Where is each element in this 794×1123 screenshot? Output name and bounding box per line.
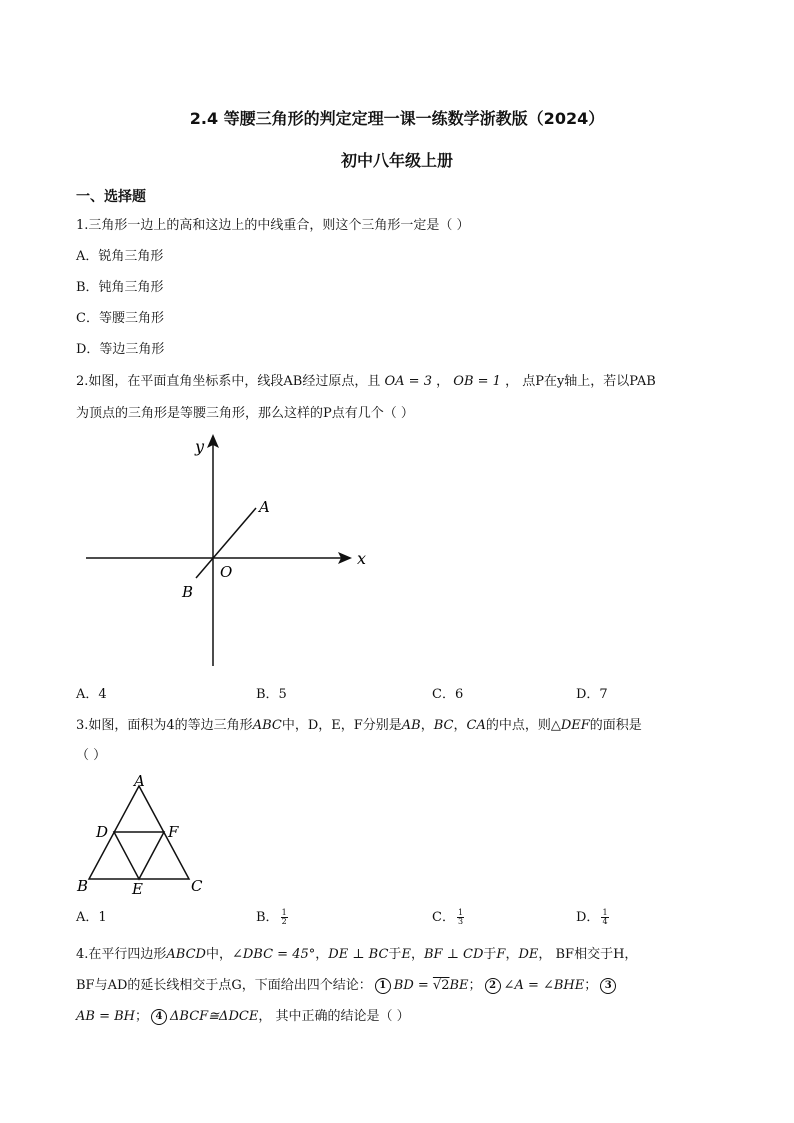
fraction-denominator: 3 xyxy=(457,917,464,926)
q4-math-de-perp: DE ⊥ BC xyxy=(328,947,389,962)
fraction-denominator: 2 xyxy=(281,917,287,926)
q3-option-b-fraction xyxy=(281,909,288,926)
q1-option-d: D．等边三角形 xyxy=(76,342,165,357)
q4-text-4: 于 xyxy=(388,947,402,962)
q1-stem: 1.三角形一边上的高和这边上的中线重合，则这个三角形一定是（ ） xyxy=(76,218,470,233)
label-c: C xyxy=(191,877,203,895)
q4-text-7: ， xyxy=(505,947,519,962)
q4-math-bf-perp: BF ⊥ CD xyxy=(423,947,484,962)
q4-stem-line2 xyxy=(76,977,619,995)
q4-math-abcd: ABCD xyxy=(166,947,206,962)
label-a: A xyxy=(134,772,145,790)
fraction-numerator: 1 xyxy=(281,908,287,917)
conclusion-4-marker: 4 xyxy=(151,1009,167,1025)
q4-line2-text: BF与AD的延长线相交于点G，下面给出四个结论： xyxy=(76,978,372,993)
q4-math-angle: ∠DBC = 45° xyxy=(231,947,316,962)
semicolon-3: ； xyxy=(135,1009,149,1024)
q3-option-a xyxy=(76,909,107,927)
q3-stem-text-3: 的中点，则 xyxy=(485,718,551,733)
q3-option-b xyxy=(256,909,288,927)
label-f: F xyxy=(168,823,179,841)
conclusion-1-a: BD = xyxy=(393,978,433,993)
q3-option-c-fraction xyxy=(457,909,464,926)
q3-stem-text-4: 的面积是 xyxy=(589,718,642,733)
label-y: y xyxy=(195,437,205,456)
q2-option-c: C．6 xyxy=(432,687,464,702)
q2-math-ob: OB = 1 xyxy=(453,374,501,389)
q2-stem-text: 2.如图，在平面直角坐标系中，线段AB经过原点，且 xyxy=(76,374,381,389)
q3-comma-2: ， xyxy=(453,718,467,733)
q4-text-3: ， xyxy=(315,947,329,962)
q3-option-a-value: 1 xyxy=(98,910,107,925)
q3-comma-1: ， xyxy=(420,718,434,733)
section-heading: 一、选择题 xyxy=(76,189,146,205)
q4-math-e: E xyxy=(401,947,411,962)
label-x: x xyxy=(357,549,367,568)
semicolon-1: ； xyxy=(468,978,482,993)
q2-option-a: A．4 xyxy=(76,687,107,702)
q3-option-a-letter: A． xyxy=(76,910,99,925)
q3-option-c-letter: C． xyxy=(432,910,455,925)
label-o: O xyxy=(220,563,233,581)
q4-math-de: DE xyxy=(518,947,539,962)
q3-math-ab: AB xyxy=(401,718,421,733)
q1-option-a: A．锐角三角形 xyxy=(76,249,164,264)
q2-separator: ， xyxy=(436,374,450,389)
conclusion-1-b: BE xyxy=(449,978,469,993)
conclusion-1-sqrt: √2 xyxy=(432,978,450,993)
fraction-denominator: 4 xyxy=(602,917,608,926)
q4-text-6: 于 xyxy=(483,947,497,962)
q3-option-d-letter: D． xyxy=(576,910,600,925)
q1-option-b: B．钝角三角形 xyxy=(76,280,164,295)
q4-text-1: 4.在平行四边形 xyxy=(76,947,167,962)
conclusion-3-marker: 3 xyxy=(600,978,616,994)
q2-math-oa: OA = 3 xyxy=(384,374,432,389)
q3-option-d xyxy=(576,909,609,927)
q3-math-ca: CA xyxy=(466,718,486,733)
document-subtitle: 初中八年级上册 xyxy=(340,151,453,170)
q4-line3-end: ， 其中正确的结论是（ ） xyxy=(258,1009,410,1024)
conclusion-4: ΔBCF≅ΔDCE xyxy=(170,1009,259,1024)
q2-option-d: D．7 xyxy=(576,687,608,702)
q3-option-d-fraction xyxy=(601,909,608,926)
conclusion-2: ∠A = ∠BHE xyxy=(503,978,585,993)
document-title: 2.4 等腰三角形的判定定理一课一练数学浙教版（2024） xyxy=(189,109,605,128)
q2-coordinate-figure xyxy=(76,430,376,680)
q3-math-abc: ABC xyxy=(252,718,282,733)
q4-text-8: ， BF相交于H， xyxy=(538,947,638,962)
q4-math-f: F xyxy=(496,947,506,962)
q3-option-b-letter: B． xyxy=(256,910,279,925)
q4-stem-line1 xyxy=(76,946,637,964)
q3-option-c xyxy=(432,909,464,927)
conclusion-1-marker: 1 xyxy=(375,978,391,994)
q2-option-b: B．5 xyxy=(256,687,287,702)
q4-text-5: ， xyxy=(410,947,424,962)
q4-text-2: 中， xyxy=(205,947,232,962)
q2-stem-text-end: ， 点P在y轴上，若以PAB xyxy=(505,374,656,389)
label-b: B xyxy=(182,583,194,601)
q2-stem xyxy=(76,373,656,391)
q3-stem-text-2: 中，D，E，F分别是 xyxy=(281,718,402,733)
fraction-numerator: 1 xyxy=(457,908,464,917)
q3-stem xyxy=(76,717,642,735)
fraction-numerator: 1 xyxy=(602,908,608,917)
label-b: B xyxy=(77,877,89,895)
q4-stem-line3 xyxy=(76,1008,410,1026)
label-a: A xyxy=(259,498,270,516)
q2-stem-line2: 为顶点的三角形是等腰三角形，那么这样的P点有几个（ ） xyxy=(76,406,414,421)
label-e: E xyxy=(132,880,143,898)
q3-triangle-figure xyxy=(76,770,216,898)
q3-stem-line2: （ ） xyxy=(76,748,107,763)
conclusion-2-marker: 2 xyxy=(485,978,501,994)
q3-stem-text: 3.如图，面积为4的等边三角形 xyxy=(76,718,253,733)
semicolon-2: ； xyxy=(584,978,598,993)
q3-math-def: △DEF xyxy=(550,718,590,733)
triangle-def xyxy=(114,832,164,879)
label-d: D xyxy=(96,823,109,841)
q3-math-bc: BC xyxy=(433,718,454,733)
conclusion-3: AB = BH xyxy=(76,1009,135,1024)
q1-option-c: C．等腰三角形 xyxy=(76,311,164,326)
